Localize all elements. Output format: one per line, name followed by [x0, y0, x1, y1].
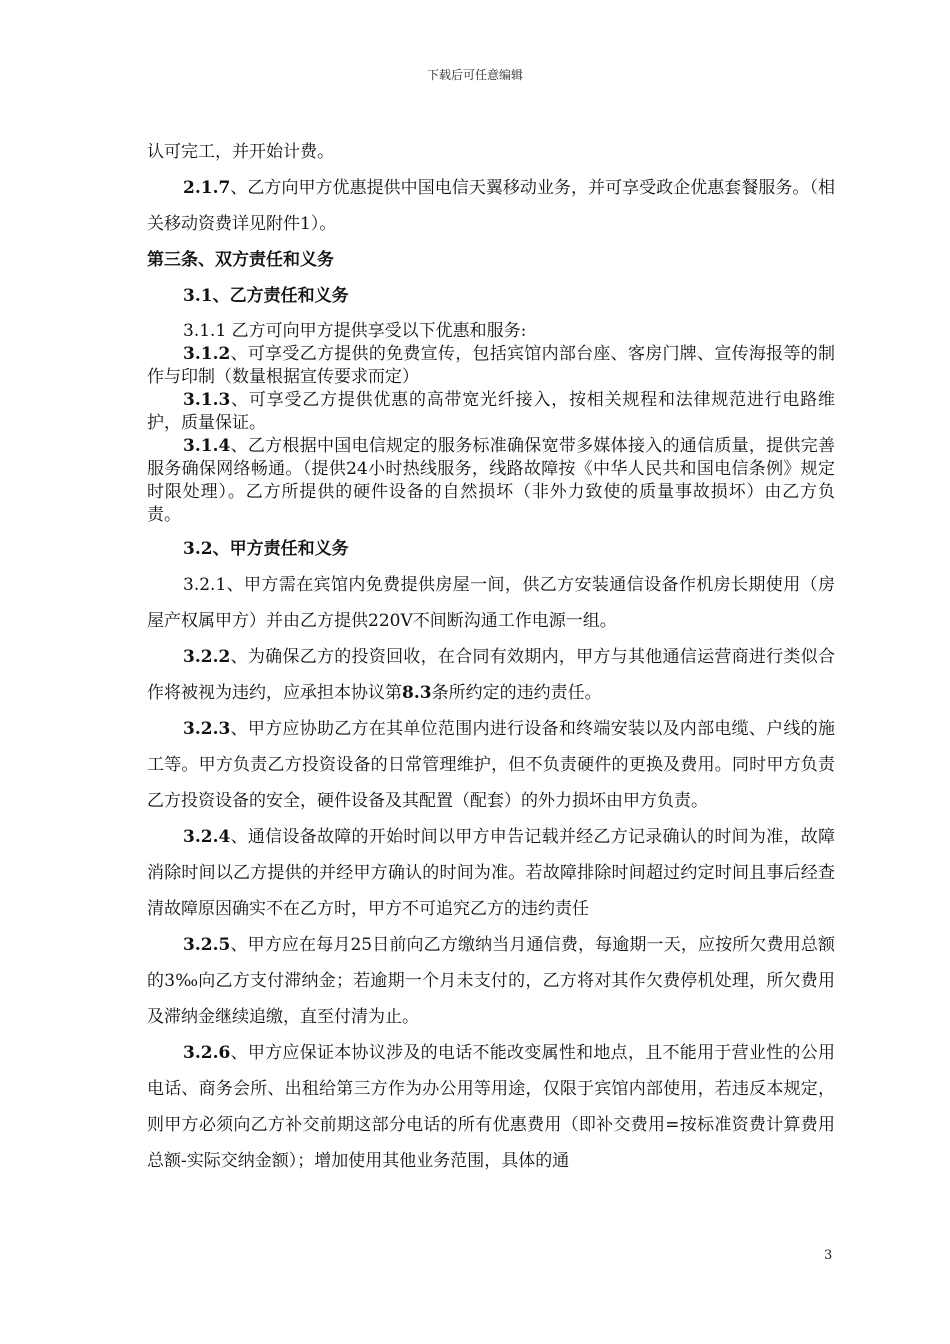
- clause-number: 3.2.2: [183, 647, 231, 667]
- page-header: 下载后可任意编辑: [426, 68, 523, 82]
- clause-text: 、乙方向甲方优惠提供中国电信天翼移动业务，并可享受政企优惠套餐服务。（相关移动资费详见附件1）。: [147, 178, 835, 234]
- clause-2-1-7: [147, 170, 835, 242]
- clause-number: 2.1.7: [183, 178, 231, 198]
- section-3-1-heading: 3.1、乙方责任和义务: [183, 286, 349, 306]
- clause-3-2-4: [147, 819, 835, 927]
- clause-3-1-1: 3.1.1 乙方可向甲方提供享受以下优惠和服务:: [183, 321, 527, 341]
- clause-number: 3.1.3: [183, 390, 231, 410]
- clause-3-1-3: [147, 389, 835, 435]
- clause-number: 3.1.4: [183, 436, 231, 456]
- clause-text: 、可享受乙方提供优惠的高带宽光纤接入，按相关规程和法律规范进行电路维护，质量保证。: [147, 390, 835, 433]
- clause-text: 、甲方应在每月25日前向乙方缴纳当月通信费，每逾期一天，应按所欠费用总额的3‰向乙方支付滞纳金；若逾期一个月未支付的，乙方将对其作欠费停机处理，所欠费用及滞纳金继续追缴，直至付清为止。: [147, 935, 835, 1027]
- clause-3-1-2: [147, 343, 835, 389]
- clause-number: 3.2.5: [183, 935, 231, 955]
- clause-reference: 8.3: [402, 683, 432, 703]
- section-3-2-heading: 3.2、甲方责任和义务: [183, 539, 349, 559]
- clause-3-2-3: [147, 711, 835, 819]
- clause-3-1-4: [147, 435, 835, 527]
- clause-text: 、甲方应协助乙方在其单位范围内进行设备和终端安装以及内部电缆、户线的施工等。甲方负责乙方投资设备的日常管理维护，但不负责硬件的更换及费用。同时甲方负责乙方投资设备的安全，硬件设备及其配置（配套）的外力损坏由甲方负责。: [147, 719, 835, 811]
- clause-text: 、乙方根据中国电信规定的服务标准确保宽带多媒体接入的通信质量，提供完善服务确保网络畅通。（提供24小时热线服务，线路故障按《中华人民共和国电信条例》规定时限处理）。乙方所提供的硬件设备的自然损坏（非外力致使的质量事故损坏）由乙方负责。: [147, 436, 835, 525]
- clause-3-2-5: [147, 927, 835, 1035]
- document-body: [147, 134, 835, 1179]
- clause-number: 3.2.3: [183, 719, 231, 739]
- clause-text: 、可享受乙方提供的免费宣传，包括宾馆内部台座、客房门牌、宣传海报等的制作与印制（数量根据宣传要求而定）: [147, 344, 835, 387]
- clause-text: 条所约定的违约责任。: [431, 683, 602, 703]
- clause-3-2-2: [147, 639, 835, 711]
- article-3-heading: 第三条、双方责任和义务: [147, 250, 334, 270]
- clause-number: 3.2.4: [183, 827, 231, 847]
- clause-3-2-6: [147, 1035, 835, 1179]
- paragraph-continued: 认可完工，并开始计费。: [147, 142, 334, 162]
- clause-number: 3.1.2: [183, 344, 231, 364]
- clause-text: 、为确保乙方的投资回收，在合同有效期内，甲方与其他通信运营商进行类似合作将被视为违约，应承担本协议第: [147, 647, 835, 703]
- page-number: 3: [824, 1248, 833, 1263]
- clause-text: 、通信设备故障的开始时间以甲方申告记载并经乙方记录确认的时间为准，故障消除时间以乙方提供的并经甲方确认的时间为准。若故障排除时间超过约定时间且事后经查清故障原因确实不在乙方时，甲方不可追究乙方的违约责任: [147, 827, 835, 919]
- clause-text: 、甲方应保证本协议涉及的电话不能改变属性和地点，且不能用于营业性的公用电话、商务会所、出租给第三方作为办公用等用途，仅限于宾馆内部使用，若违反本规定，则甲方必须向乙方补交前期这部分电话的所有优惠费用（即补交费用=按标准资费计算费用总额-实际交纳金额）；增加使用其他业务范围，具体的通: [147, 1043, 835, 1171]
- clause-number: 3.2.6: [183, 1043, 231, 1063]
- clause-3-2-1: 3.2.1、甲方需在宾馆内免费提供房屋一间，供乙方安装通信设备作机房长期使用（房屋产权属甲方）并由乙方提供220V不间断沟通工作电源一组。: [147, 575, 835, 631]
